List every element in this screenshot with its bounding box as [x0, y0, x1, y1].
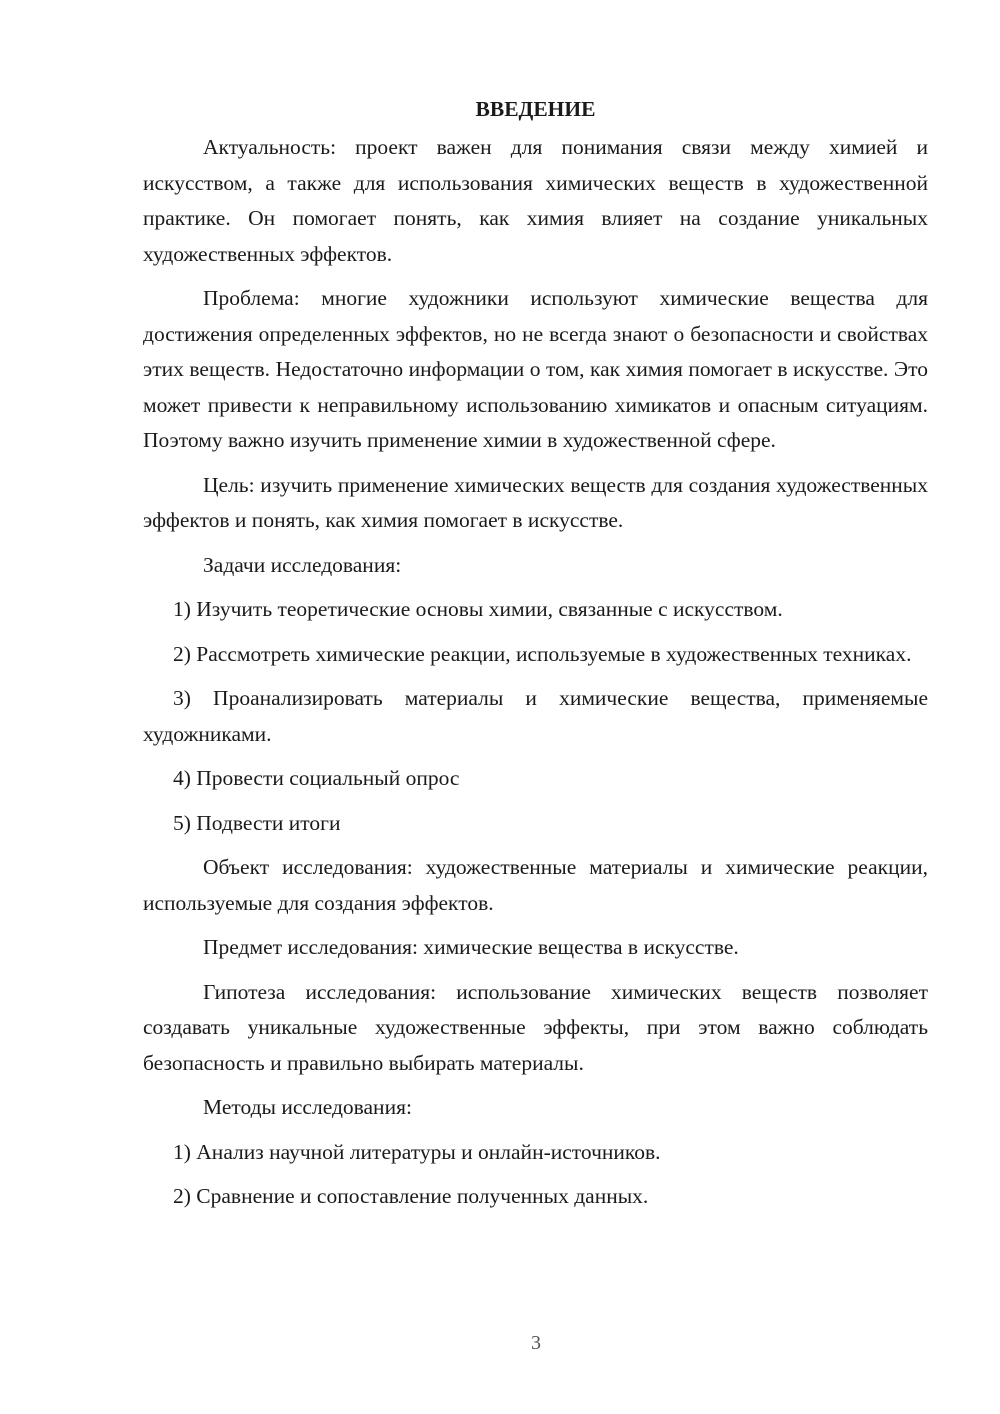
problem-paragraph: Проблема: многие художники используют химические вещества для достижения определенных эффектов, но не всегда знают о безопасности и свойствах этих веществ. Недостаточно информации о том, как химия помогает в искусстве. Это может привести к неправильному использованию химикатов и опасным ситуациям. Поэтому важно изучить применение химии в художественной сфере. [143, 286, 928, 452]
section-title: ВВЕДЕНИЕ [475, 97, 596, 121]
goal-paragraph: Цель: изучить применение химических веществ для создания художественных эффектов и понять, как химия помогает в искусстве. [143, 472, 928, 532]
task-item: 5) Подвести итоги [173, 810, 341, 835]
subject-paragraph: Предмет исследования: химические вещества в искусстве. [203, 935, 739, 959]
method-item: 1) Анализ научной литературы и онлайн-источников. [173, 1139, 661, 1164]
task-item: 1) Изучить теоретические основы химии, связанные с искусством. [173, 597, 783, 621]
document-page [143, 92, 928, 1224]
object-paragraph: Объект исследования: художественные материалы и химические реакции, используемые для создания эффектов. [143, 855, 928, 915]
tasks-heading: Задачи исследования: [203, 552, 402, 577]
task-item: 3) Проанализировать материалы и химические вещества, применяемые художниками. [143, 686, 928, 746]
hypothesis-paragraph: Гипотеза исследования: использование химических веществ позволяет создавать уникальные художественные эффекты, при этом важно соблюдать безопасность и правильно выбирать материалы. [143, 979, 928, 1075]
task-item: 2) Рассмотреть химические реакции, используемые в художественных техниках. [173, 641, 912, 666]
page-number: 3 [531, 1332, 541, 1354]
relevance-paragraph: Актуальность: проект важен для понимания связи между химией и искусством, а также для использования химических веществ в художественной практике. Он помогает понять, как химия влияет на создание уникальных художественных эффектов. [143, 135, 928, 266]
methods-heading: Методы исследования: [203, 1095, 412, 1119]
task-item: 4) Провести социальный опрос [173, 766, 460, 790]
method-item: 2) Сравнение и сопоставление полученных данных. [173, 1184, 649, 1208]
